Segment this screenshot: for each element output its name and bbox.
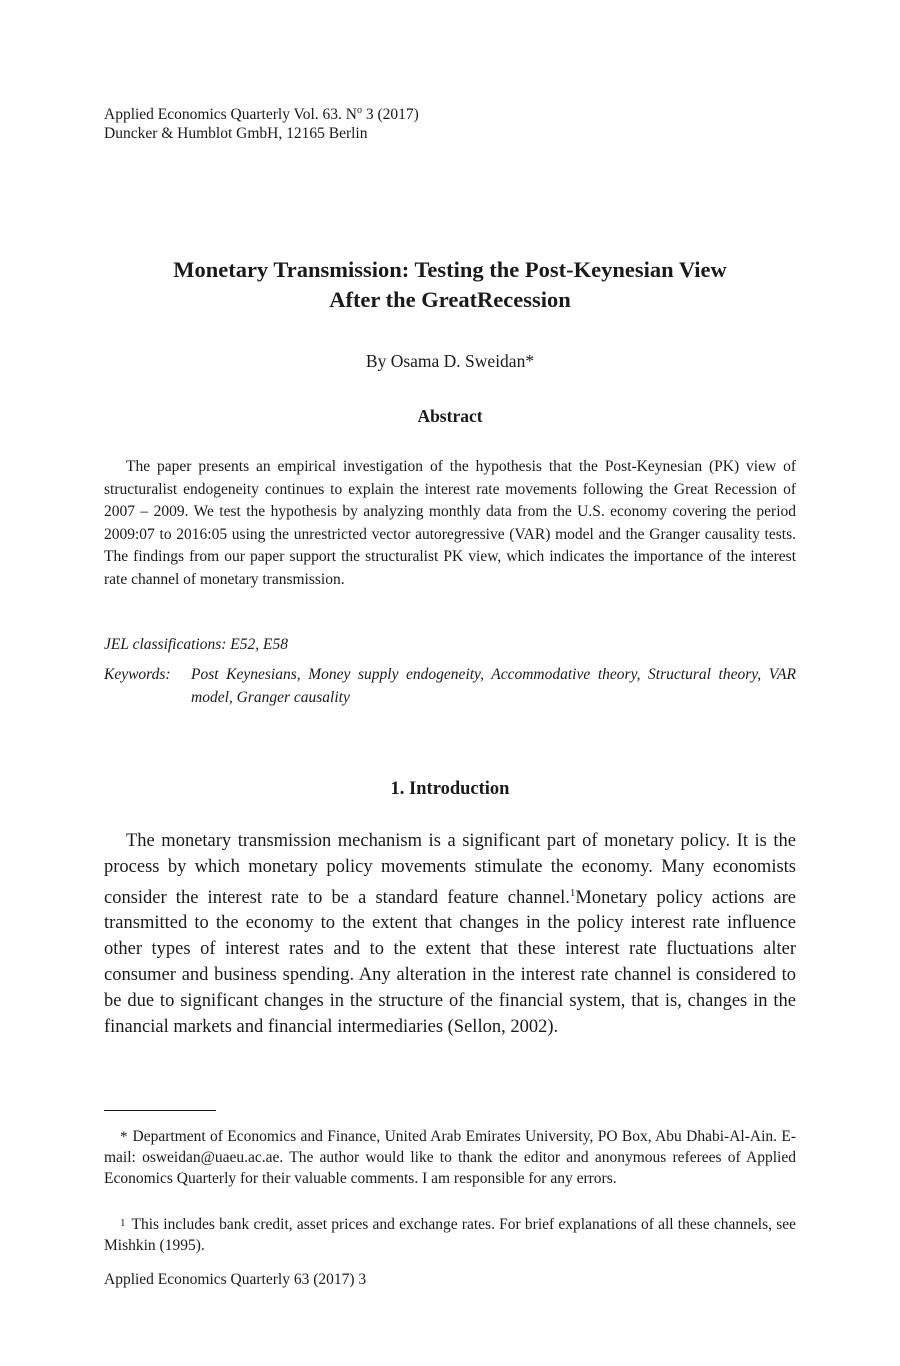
paper-title-line-2: After the GreatRecession	[329, 287, 571, 312]
paper-title	[104, 255, 796, 315]
keywords-label: Keywords:	[104, 666, 171, 683]
abstract-body: The paper presents an empirical investigation of the hypothesis that the Post-Keynesian (PK) view of structuralist endogeneity continues to explain the interest rate movements following the Great Recession of 2007 – 2009. We test the hypothesis by analyzing monthly data from the U.S. economy covering the period 2009:07 to 2016:05 using the unrestricted vector autoregressive (VAR) model and the Granger causality tests. The findings from our paper support the structuralist PK view, which indicates the importance of the interest rate channel of monetary transmission.	[104, 458, 796, 588]
introduction-body: The monetary transmission mechanism is a significant part of monetary policy. It is the process by which monetary policy movements stimulate the economy. Many economists consider the interest rate to be a standard feature channel.$^1$Monetary policy actions are transmitted to the economy to the extent that changes in the policy interest rate influence other types of interest rates and to the extent that these interest rate fluctuations alter consumer and business spending. Any alteration in the interest rate channel is considered to be due to significant changes in the structure of the financial system, that is, changes in the financial markets and financial intermediaries (Sellon, 2002).	[104, 831, 796, 1037]
keywords-text: Post Keynesians, Money supply endogeneity, Accommodative theory, Structural theory, VAR model, Granger causality	[191, 666, 796, 706]
journal-header	[104, 101, 419, 143]
introduction-heading: 1. Introduction	[390, 779, 510, 799]
footnote-author-mark: *	[120, 1129, 128, 1145]
journal-header-line-2: Duncker & Humblot GmbH, 12165 Berlin	[104, 125, 368, 142]
footnote-1: 1 This includes bank credit, asset prices and exchange rates. For brief explanations of all these channels, see Mishkin (1995).	[104, 1216, 796, 1254]
jel-classifications: JEL classifications: E52, E58	[104, 636, 288, 653]
journal-header-line-1: Applied Economics Quarterly Vol. 63. $N^o$ 3 (2017)	[104, 105, 419, 123]
footnote-divider	[104, 1110, 216, 1111]
footnote-ref-1[interactable]: 1	[569, 886, 576, 899]
footnote-1-number: 1	[120, 1217, 126, 1229]
keywords	[104, 664, 796, 709]
paper-title-line-1: Monetary Transmission: Testing the Post-Keynesian View	[173, 257, 727, 282]
author-byline: By Osama D. Sweidan*	[365, 351, 535, 371]
footnote-author: * Department of Economics and Finance, United Arab Emirates University, PO Box, Abu Dhabi-Al-Ain. E-mail: osweidan@uaeu.ac.ae. The author would like to thank the editor and anonymous referees of Applied Economics Quarterly for their valuable comments. I am responsible for any errors.	[104, 1128, 796, 1187]
page-footer: Applied Economics Quarterly 63 (2017) 3	[104, 1271, 367, 1288]
abstract-heading: Abstract	[417, 406, 483, 426]
